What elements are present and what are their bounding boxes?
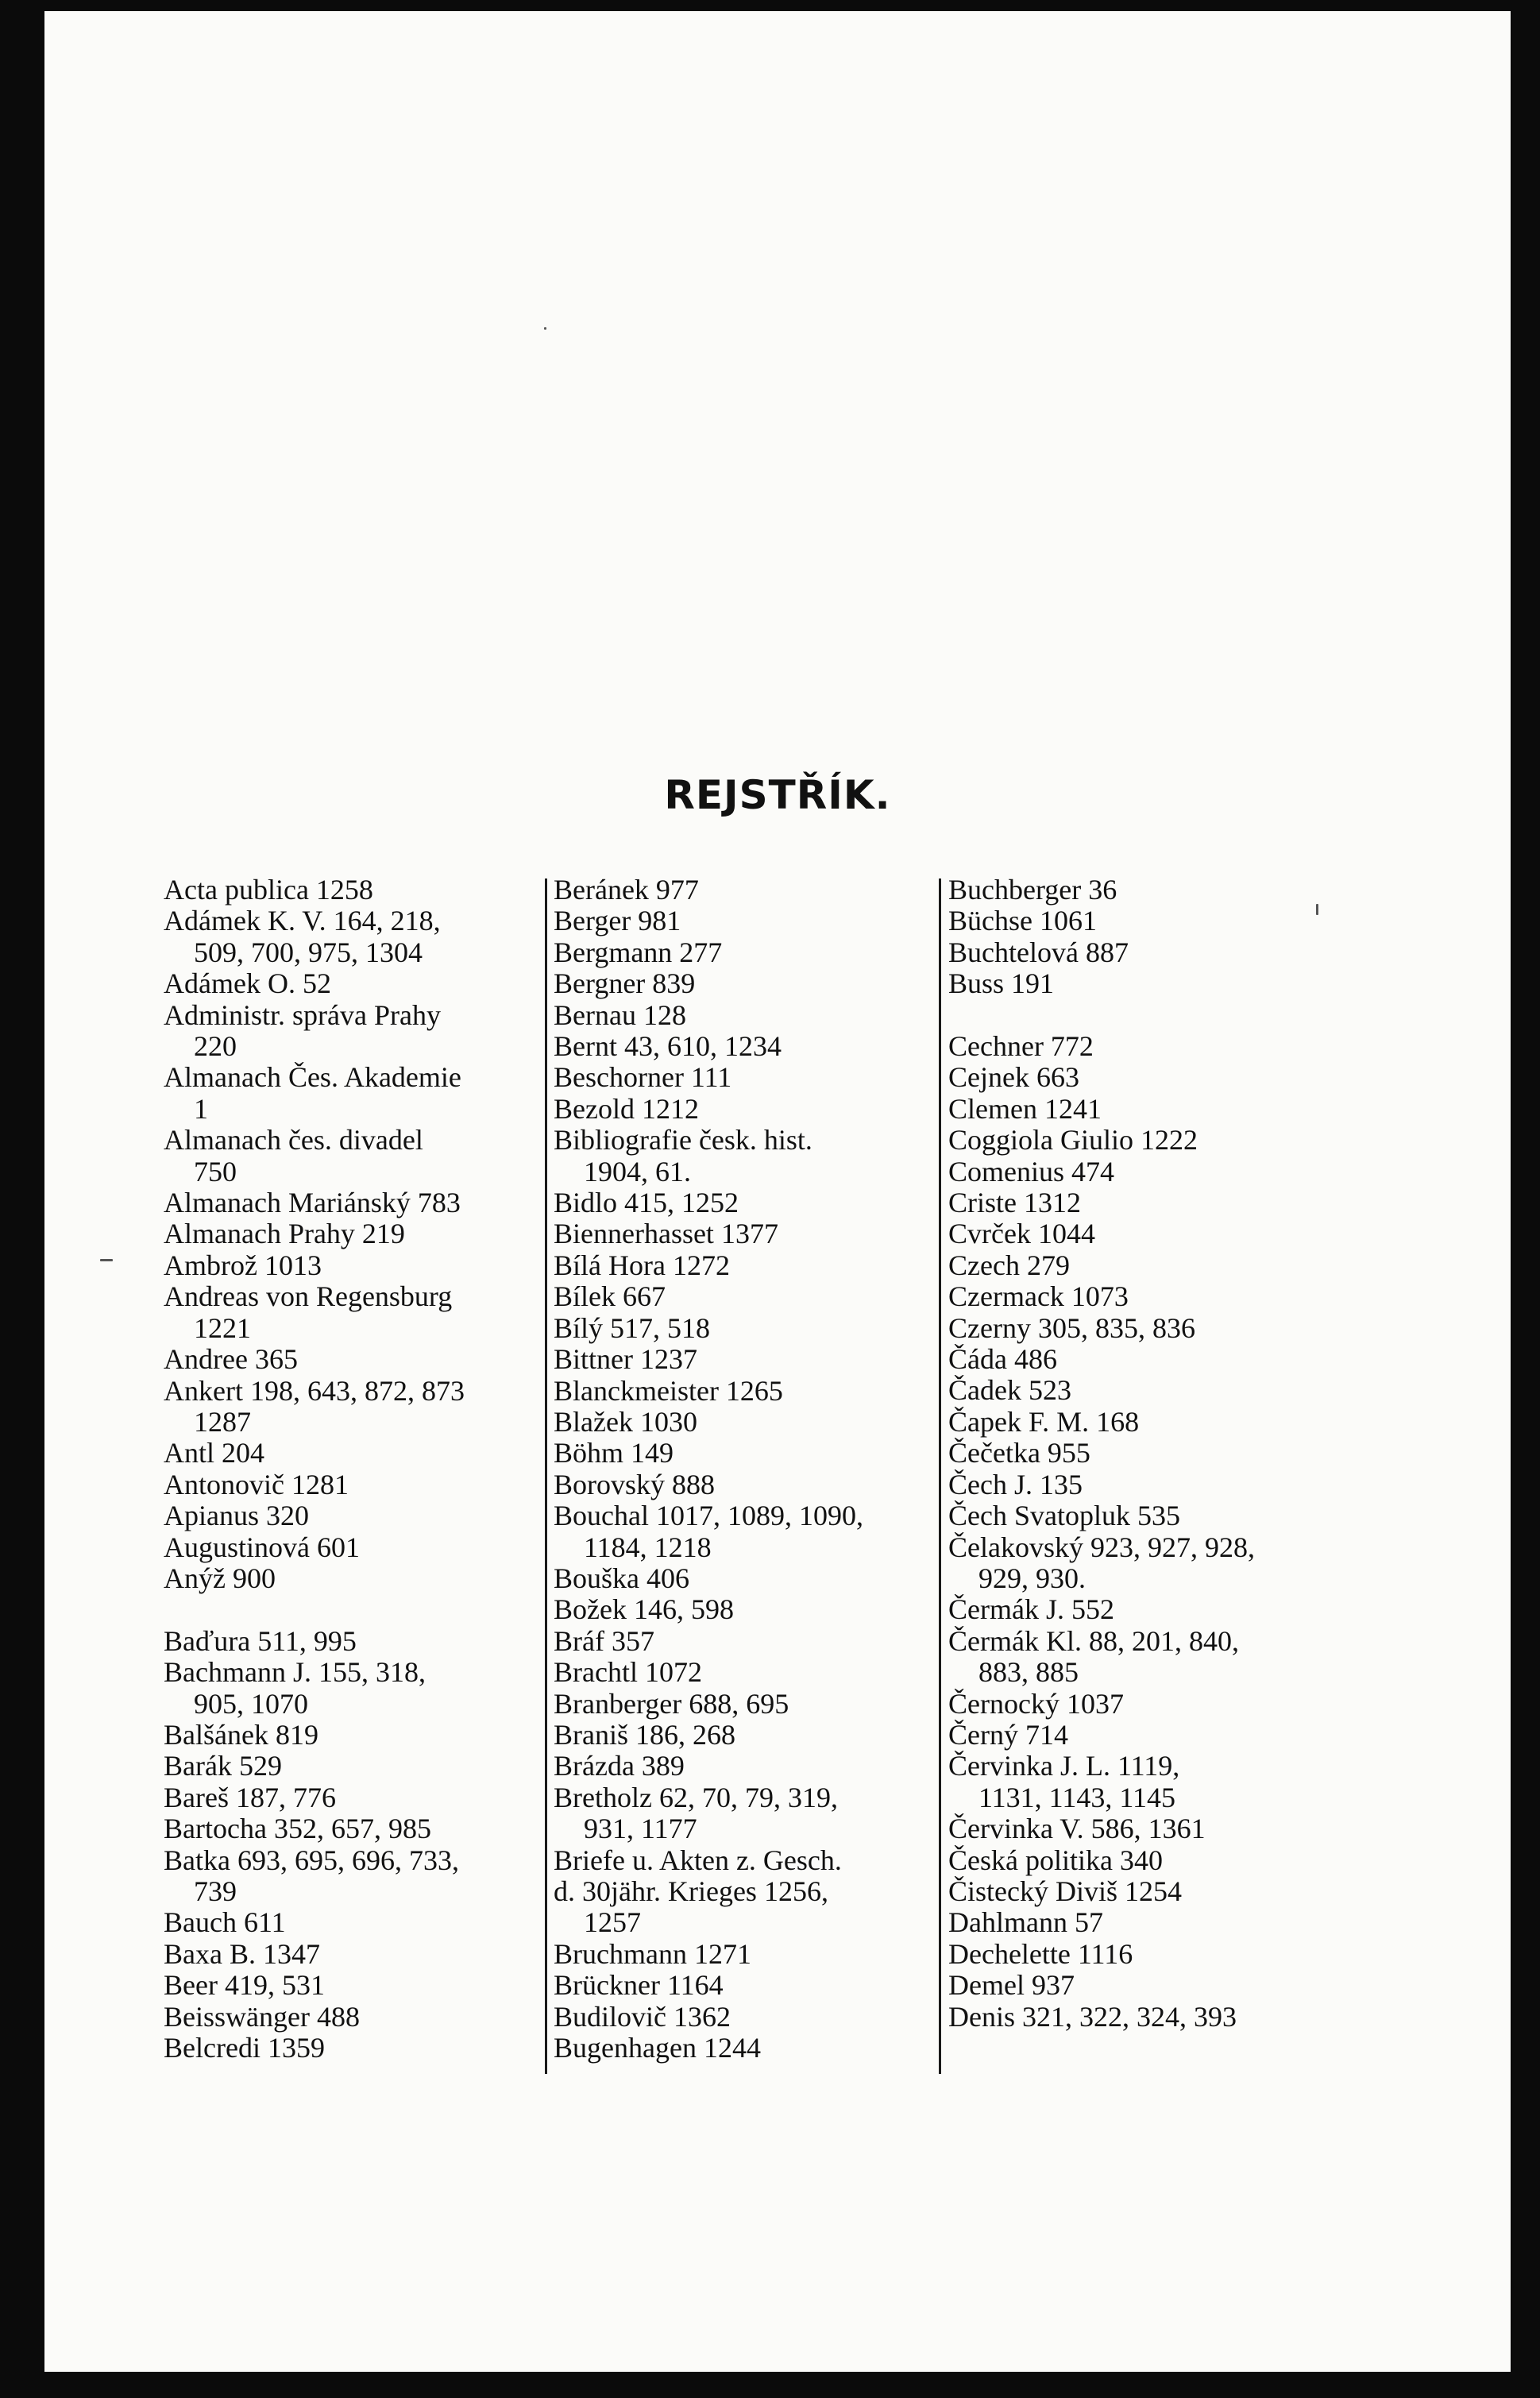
index-entry: Adámek K. V. 164, 218, [164,905,441,937]
scan-speck [544,327,546,330]
index-entry: Administr. správa Prahy [164,998,441,1031]
index-entry: Branberger 688, 695 [554,1687,789,1720]
index-entry: Čáda 486 [948,1343,1057,1376]
index-entry: Bílý 517, 518 [554,1311,711,1344]
index-entry: Coggiola Giulio 1222 [948,1124,1198,1157]
index-entry: Böhm 149 [554,1437,674,1469]
index-entry: Ambrož 1013 [164,1249,322,1281]
index-entry-continuation: 1 [194,1092,208,1125]
index-entry: Almanach Prahy 219 [164,1218,405,1250]
index-entry: Bráf 357 [554,1624,654,1657]
index-entry: Buchberger 36 [948,874,1117,906]
index-entry: Antonovič 1281 [164,1468,349,1500]
index-page [44,11,1511,2372]
index-entry-continuation: 931, 1177 [584,1813,697,1845]
index-entry: Ankert 198, 643, 872, 873 [164,1374,465,1407]
index-entry: Čech J. 135 [948,1468,1083,1500]
index-entry: Černý 714 [948,1718,1068,1751]
index-entry: Bouška 406 [554,1562,689,1594]
index-entry: Bibliografie česk. hist. [554,1124,812,1157]
index-entry: Bouchal 1017, 1089, 1090, [554,1500,863,1532]
index-entry: Červinka J. L. 1119, [948,1750,1180,1782]
index-entry: Braniš 186, 268 [554,1718,735,1751]
index-entry-continuation: 1221 [194,1311,251,1344]
index-entry: Čistecký Diviš 1254 [948,1875,1182,1907]
index-entry: Bachmann J. 155, 318, [164,1656,426,1689]
index-entry: Baďura 511, 995 [164,1624,357,1657]
index-entry: Bernau 128 [554,998,686,1031]
index-entry: Cvrček 1044 [948,1218,1095,1250]
index-entry: Čermák Kl. 88, 201, 840, [948,1624,1239,1657]
index-entry: Čapek F. M. 168 [948,1405,1140,1438]
index-entry: Bezold 1212 [554,1092,699,1125]
index-entry: Beránek 977 [554,874,699,906]
index-entry: Čadek 523 [948,1374,1071,1407]
index-entry: Czech 279 [948,1249,1070,1281]
index-entry-continuation: 1131, 1143, 1145 [978,1781,1175,1813]
index-entry: Comenius 474 [948,1155,1115,1187]
index-entry: Almanach Mariánský 783 [164,1187,461,1219]
index-entry: Berger 981 [554,905,681,937]
index-entry: Bidlo 415, 1252 [554,1187,739,1219]
index-entry: Čečetka 955 [948,1437,1090,1469]
index-entry: Blažek 1030 [554,1405,697,1438]
index-entry-continuation: 905, 1070 [194,1687,308,1720]
index-entry: Beschorner 111 [554,1061,732,1094]
index-entry: Almanach Čes. Akademie [164,1061,461,1094]
index-entry: Andree 365 [164,1343,298,1376]
index-entry: Adámek O. 52 [164,967,331,1000]
index-entry: Čech Svatopluk 535 [948,1500,1180,1532]
index-column-3 [948,875,1393,2033]
index-entry: Briefe u. Akten z. Gesch. [554,1844,842,1876]
index-entry: Dechelette 1116 [948,1937,1133,1970]
index-entry: Bergmann 277 [554,936,723,968]
index-entry: Čelakovský 923, 927, 928, [948,1531,1255,1563]
index-entry: Beisswänger 488 [164,2000,360,2033]
index-entry: Borovský 888 [554,1468,716,1500]
index-entry-continuation: 1287 [194,1405,251,1438]
index-entry: Barák 529 [164,1750,282,1782]
index-entry: Büchse 1061 [948,905,1097,937]
index-entry: Bílek 667 [554,1280,666,1313]
index-entry: Buchtelová 887 [948,936,1129,968]
index-entry: Cejnek 663 [948,1061,1079,1094]
index-entry: Bruchmann 1271 [554,1937,751,1970]
index-entry: d. 30jähr. Krieges 1256, [554,1875,828,1907]
index-entry: Augustinová 601 [164,1531,360,1563]
index-entry: Bittner 1237 [554,1343,697,1376]
index-entry: Czerny 305, 835, 836 [948,1311,1195,1344]
index-entry: Denis 321, 322, 324, 393 [948,2000,1237,2033]
index-entry: Brázda 389 [554,1750,685,1782]
index-entry: Anýž 900 [164,1562,276,1594]
index-entry: Bílá Hora 1272 [554,1249,730,1281]
index-entry-continuation: 1257 [584,1906,641,1939]
section-gap [164,1594,592,1625]
index-entry: Czermack 1073 [948,1280,1129,1313]
index-entry: Blanckmeister 1265 [554,1374,783,1407]
scan-speck [1316,904,1318,915]
index-entry: Antl 204 [164,1437,265,1469]
index-entry: Almanach čes. divadel [164,1124,423,1157]
index-entry: Acta publica 1258 [164,874,373,906]
index-entry: Bauch 611 [164,1906,286,1939]
index-entry: Biennerhasset 1377 [554,1218,778,1250]
index-entry-continuation: 1184, 1218 [584,1531,712,1563]
index-entry: Criste 1312 [948,1187,1081,1219]
index-entry: Čermák J. 552 [948,1593,1114,1626]
index-entry: Budilovič 1362 [554,2000,731,2033]
index-entry: Apianus 320 [164,1500,309,1532]
index-entry: Bugenhagen 1244 [554,2032,761,2064]
index-entry-continuation: 220 [194,1030,237,1063]
index-entry: Cechner 772 [948,1030,1094,1063]
section-gap [948,1000,1393,1031]
index-entry: Belcredi 1359 [164,2032,325,2064]
index-entry-continuation: 929, 930. [978,1562,1086,1594]
index-entry: Andreas von Regensburg [164,1280,453,1313]
index-entry-continuation: 750 [194,1155,237,1187]
index-entry: Beer 419, 531 [164,1969,325,2002]
index-column-2 [554,875,975,2064]
index-entry-continuation: 883, 885 [978,1656,1079,1689]
index-entry: Černocký 1037 [948,1687,1124,1720]
index-entry: Balšánek 819 [164,1718,318,1751]
index-entry-continuation: 509, 700, 975, 1304 [194,936,423,968]
index-entry-continuation: 1904, 61. [584,1155,691,1187]
index-entry: Brückner 1164 [554,1969,724,2002]
index-entry: Červinka V. 586, 1361 [948,1813,1206,1845]
index-entry: Bartocha 352, 657, 985 [164,1813,431,1845]
index-column-1 [164,875,592,2064]
index-entry: Buss 191 [948,967,1055,1000]
index-entry: Baxa B. 1347 [164,1937,320,1970]
index-entry: Bergner 839 [554,967,696,1000]
index-entry: Bretholz 62, 70, 79, 319, [554,1781,838,1813]
index-entry: Dahlmann 57 [948,1906,1103,1939]
index-entry: Bareš 187, 776 [164,1781,336,1813]
index-entry: Česká politika 340 [948,1844,1163,1876]
index-entry: Clemen 1241 [948,1092,1102,1125]
scan-speck [100,1259,113,1261]
index-entry: Demel 937 [948,1969,1075,2002]
index-entry: Brachtl 1072 [554,1656,702,1689]
index-entry-continuation: 739 [194,1875,237,1907]
page-title: REJSTŘÍK. [664,772,891,818]
index-entry: Bernt 43, 610, 1234 [554,1030,782,1063]
index-entry: Božek 146, 598 [554,1593,734,1626]
index-entry: Batka 693, 695, 696, 733, [164,1844,459,1876]
